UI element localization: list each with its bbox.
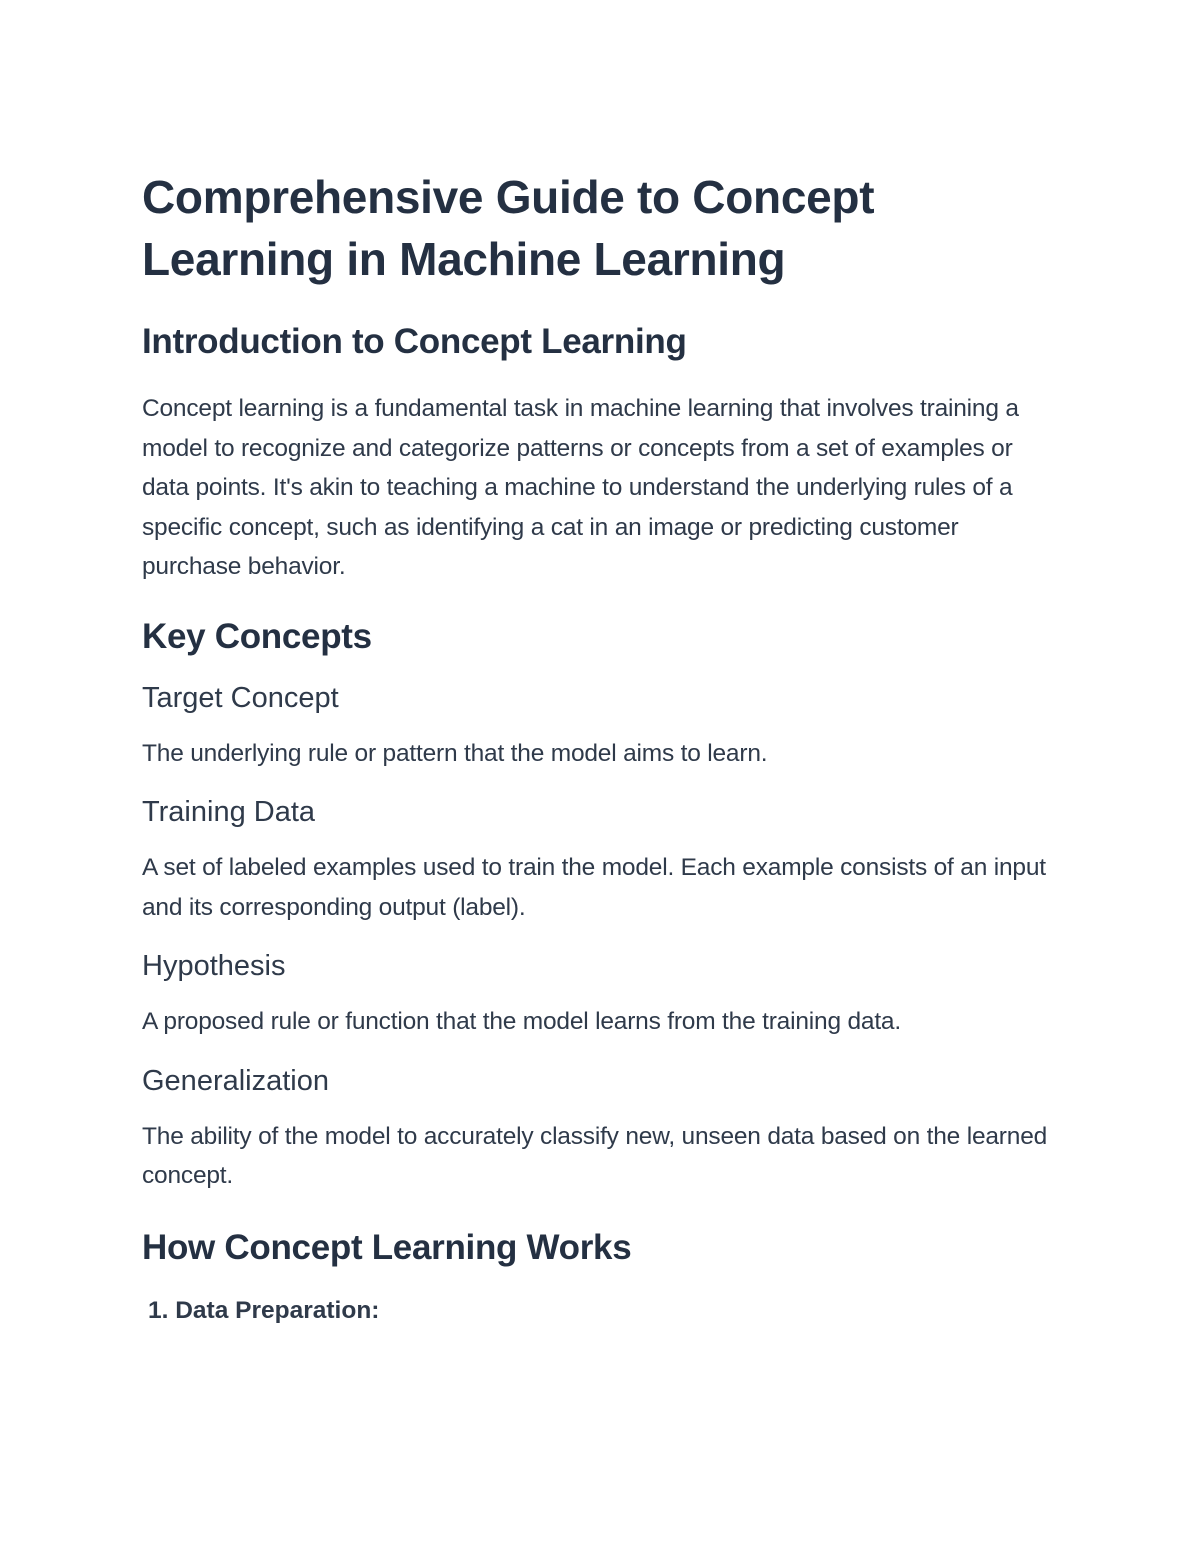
how-it-works-heading: How Concept Learning Works — [142, 1227, 632, 1267]
definition-generalization: The ability of the model to accurately classify new, unseen data based on the learned concept. — [142, 1122, 1048, 1189]
term-hypothesis: Hypothesis — [142, 950, 286, 982]
steps-list — [142, 1294, 1057, 1328]
definition-target-concept: The underlying rule or pattern that the model aims to learn. — [142, 739, 768, 767]
document-title: Comprehensive Guide to Concept Learning in Machine Learning — [142, 171, 875, 285]
term-training-data: Training Data — [142, 796, 316, 828]
intro-heading: Introduction to Concept Learning — [142, 322, 687, 361]
term-generalization: Generalization — [142, 1064, 329, 1097]
term-target-concept: Target Concept — [142, 681, 339, 714]
key-concepts-heading: Key Concepts — [142, 616, 372, 656]
document-page — [142, 166, 1057, 1328]
definition-hypothesis: A proposed rule or function that the model learns from the training data. — [142, 1008, 901, 1035]
definition-training-data: A set of labeled examples used to train the model. Each example consists of an input and its corresponding output (label). — [142, 854, 1046, 921]
list-item: 1. Data Preparation: — [148, 1296, 380, 1324]
intro-paragraph: Concept learning is a fundamental task in machine learning that involves training a model to recognize and categorize patterns or concepts from a set of examples or data points. It's akin to teaching a machine to understand the underlying rules of a specific concept, such as identifying a cat in an image or predicting customer purchase behavior. — [142, 395, 1019, 580]
